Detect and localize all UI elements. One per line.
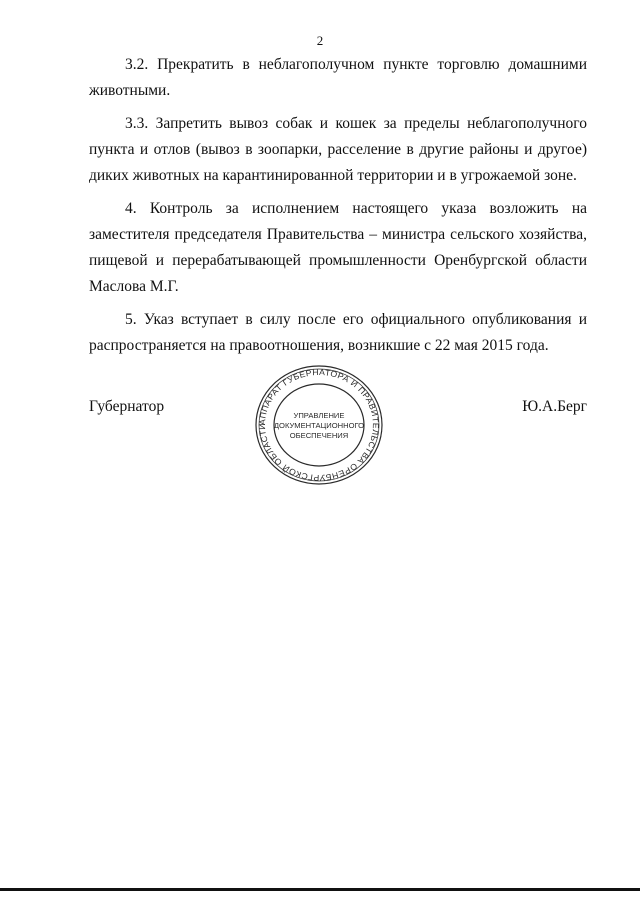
paragraph-3-2: 3.2. Прекратить в неблагополучном пункте торговлю домашними животными. xyxy=(89,56,587,99)
paragraph-4: 4. Контроль за исполнением настоящего указа возложить на заместителя председателя Правительства – министра сельского хозяйства, пищевой и перерабатывающей промышленности Оренбургской области Маслова М.Г. xyxy=(89,200,587,295)
signer-position: Губернатор xyxy=(89,398,165,415)
seal-center-line-3: ОБЕСПЕЧЕНИЯ xyxy=(289,431,349,440)
paragraph-5: 5. Указ вступает в силу после его официального опубликования и распространяется на правоотношения, возникшие с 22 мая 2015 года. xyxy=(89,311,587,354)
seal-center-line-1: УПРАВЛЕНИЕ xyxy=(293,411,345,420)
page-number: 2 xyxy=(316,33,324,48)
seal-center-line-2: ДОКУМЕНТАЦИОННОГО xyxy=(273,421,365,430)
seal-ring-text: АППАРАТ ГУБЕРНАТОРА И ПРАВИТЕЛЬСТВА ОРЕНБУРГСКОЙ ОБЛАСТИ xyxy=(257,367,381,483)
signer-name: Ю.А.Берг xyxy=(522,398,587,415)
paragraph-3-3: 3.3. Запретить вывоз собак и кошек за пределы неблагополучного пункта и отлов (вывоз в зоопарки, расселение в другие районы и другое) диких животных на карантинированной территории и в угрожаемой зоне. xyxy=(89,115,587,184)
document-body xyxy=(89,52,587,366)
seal-graphic xyxy=(253,363,385,487)
official-seal xyxy=(253,363,385,487)
footer-rule xyxy=(0,888,640,891)
